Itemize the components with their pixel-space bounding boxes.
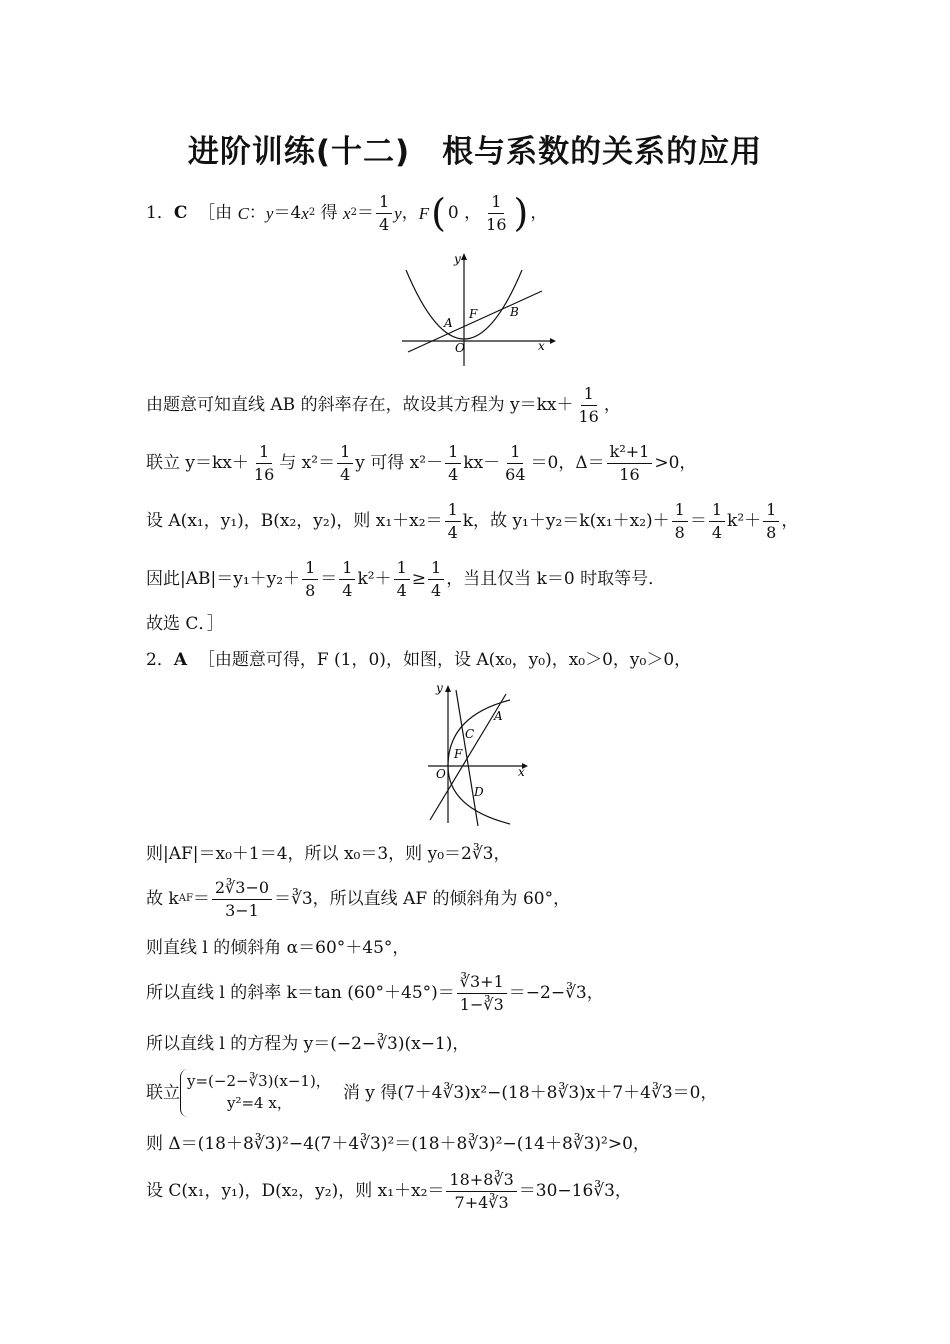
text: y bbox=[394, 203, 402, 223]
text: k²＋ bbox=[357, 568, 392, 589]
text: ， bbox=[603, 394, 621, 415]
text: 消 y 得(7＋4∛3)x²−(18＋8∛3)x＋7＋4∛3＝0， bbox=[342, 1082, 718, 1103]
text: AF bbox=[178, 893, 193, 904]
point-a-label: A bbox=[444, 316, 453, 330]
q1-line-1: 1． C ［由 C ： y ＝4 x 2 得 x 2 ＝ $\frac{1}{4}$ y ， F ( 0 ， $\frac{1}{16}$ ) ， bbox=[146, 191, 548, 235]
q1-line-6 bbox=[146, 614, 224, 634]
text: 联立 bbox=[146, 1082, 180, 1103]
q2-line-2 bbox=[146, 844, 510, 864]
text: ， bbox=[530, 202, 548, 223]
text: ＝ bbox=[356, 202, 374, 223]
text: 则 Δ＝(18＋8∛3)²−4(7＋4∛3)²＝(18＋8∛3)²−(14＋8∛3)²>0， bbox=[146, 1133, 650, 1154]
q2-line-6 bbox=[146, 1034, 469, 1054]
text: ＝∛3，所以直线 AF 的倾斜角为 60°， bbox=[274, 888, 571, 909]
fraction: $\frac{1}{16}$ bbox=[486, 191, 507, 234]
text: 设 A(x₁，y₁)，B(x₂，y₂)，则 x₁＋x₂＝ bbox=[146, 510, 443, 531]
fraction: $\frac{1}{16}$ bbox=[253, 441, 275, 484]
fraction: $\frac{\text{k²+1}}{16}$ bbox=[607, 443, 653, 483]
origin-label: O bbox=[436, 767, 446, 781]
text: 则|AF|＝x₀＋1＝4，所以 x₀＝3，则 y₀＝2∛3， bbox=[146, 843, 511, 864]
q2-line-9 bbox=[146, 1168, 632, 1214]
text: 所以直线 l 的方程为 y＝(−2−∛3)(x−1)， bbox=[146, 1033, 470, 1054]
fraction: $\frac{1}{16}$ bbox=[578, 383, 599, 426]
q2-line-5 bbox=[146, 970, 604, 1016]
text: ＝ bbox=[192, 888, 210, 909]
equation-system bbox=[180, 1069, 337, 1117]
q1-line-4 bbox=[146, 498, 798, 544]
text: >0， bbox=[654, 452, 697, 473]
text: 设 C(x₁，y₁)，D(x₂，y₂)，则 x₁＋x₂＝ bbox=[146, 1180, 445, 1201]
q2-line-7 bbox=[146, 1066, 717, 1120]
text: 2 bbox=[308, 207, 316, 218]
fraction: $\frac{1}{64}$ bbox=[505, 441, 526, 484]
q1-line-2 bbox=[146, 382, 621, 428]
q1-line-5 bbox=[146, 556, 665, 602]
text: 故 k bbox=[146, 888, 179, 909]
text: ≥ bbox=[411, 568, 426, 589]
text: y 可得 x²－ bbox=[355, 452, 444, 473]
q2-line-3 bbox=[146, 876, 570, 922]
point-b-label: B bbox=[510, 305, 519, 319]
text: y bbox=[265, 203, 274, 223]
fraction: $\frac{1}{8}$ bbox=[302, 559, 318, 599]
q1-figure bbox=[398, 248, 558, 372]
x-axis-label: x bbox=[538, 339, 545, 353]
text: 与 x²＝ bbox=[279, 452, 336, 473]
fraction: $\frac{1}{4}$ bbox=[709, 501, 725, 541]
text: 故选 C．］ bbox=[146, 613, 224, 634]
text: ： bbox=[248, 202, 266, 223]
fraction: $\frac{1}{4}$ bbox=[428, 559, 444, 599]
q2-number: 2． bbox=[146, 649, 174, 670]
text: 2 bbox=[350, 207, 357, 218]
fraction: $\frac{1}{4}$ bbox=[394, 559, 410, 599]
fraction: $\frac{1}{8}$ bbox=[763, 501, 779, 541]
fraction: $\frac{1}{4}$ bbox=[445, 443, 461, 483]
text: ＝30−16∛3， bbox=[518, 1180, 632, 1201]
text: ＝−2−∛3， bbox=[508, 982, 604, 1003]
text: 0 ， bbox=[447, 202, 482, 223]
text: ＝0，Δ＝ bbox=[530, 452, 605, 473]
fraction: $\frac{1}{8}$ bbox=[672, 501, 688, 541]
text: ［由 bbox=[198, 202, 238, 223]
text: k，故 y₁＋y₂＝k(x₁＋x₂)＋ bbox=[462, 510, 670, 531]
text: y²=4 x， bbox=[227, 1094, 292, 1112]
text: F bbox=[418, 203, 430, 223]
text: ，当且仅当 k＝0 时取等号． bbox=[446, 568, 666, 589]
page-title: 进阶训练(十二) 根与系数的关系的应用 bbox=[187, 134, 763, 170]
text: k²＋ bbox=[727, 510, 762, 531]
focus-label: F bbox=[454, 747, 463, 761]
point-a-label: A bbox=[494, 709, 503, 723]
fraction: $\frac{1}{4}$ bbox=[376, 193, 392, 233]
focus-label: F bbox=[469, 307, 478, 321]
point-c-label: C bbox=[465, 727, 475, 741]
fraction: $\frac{1}{4}$ bbox=[339, 559, 355, 599]
text: 则直线 l 的倾斜角 α＝60°＋45°， bbox=[146, 937, 410, 958]
x-axis-label: x bbox=[518, 765, 525, 779]
q2-line-4 bbox=[146, 938, 409, 958]
q2-line-1 bbox=[146, 650, 691, 670]
q1-answer: C bbox=[173, 202, 188, 223]
text: ＝ bbox=[689, 510, 707, 531]
text: 联立 y＝kx＋ bbox=[146, 452, 249, 473]
text: ， bbox=[401, 202, 419, 223]
point-d-label: D bbox=[474, 785, 484, 799]
origin-label: O bbox=[455, 341, 465, 355]
text: 所以直线 l 的斜率 k＝tan (60°＋45°)＝ bbox=[146, 982, 455, 1003]
fraction: $\frac{1}{4}$ bbox=[445, 501, 461, 541]
y-axis-label: y bbox=[454, 252, 461, 266]
text: 由题意可知直线 AB 的斜率存在，故设其方程为 y＝kx＋ bbox=[146, 394, 574, 415]
q1-number: 1． bbox=[146, 202, 174, 223]
q2-figure bbox=[420, 678, 532, 828]
q2-answer: A bbox=[173, 649, 188, 670]
fraction: $\frac{2∛3-0}{3-1}$ bbox=[212, 879, 272, 919]
text: x bbox=[301, 203, 309, 223]
text: C bbox=[237, 203, 249, 223]
text: ， bbox=[781, 510, 799, 531]
text: x bbox=[343, 203, 351, 223]
text: y=(−2−∛3)(x−1)， bbox=[187, 1072, 331, 1091]
q1-line-3 bbox=[146, 440, 696, 486]
text: kx－ bbox=[463, 452, 501, 473]
text: ［由题意可得，F (1，0)，如图，设 A(x₀，y₀)，x₀＞0，y₀＞0， bbox=[197, 649, 692, 670]
text: ＝ bbox=[320, 568, 338, 589]
y-axis-label: y bbox=[436, 681, 443, 695]
fraction: $\frac{18+8∛3}{7+4∛3}$ bbox=[446, 1171, 516, 1211]
text: 因此|AB|＝y₁＋y₂＋ bbox=[146, 568, 301, 589]
fraction: $\frac{∛3+1}{1-∛3}$ bbox=[457, 973, 507, 1013]
text: 得 bbox=[315, 202, 344, 223]
q2-line-8 bbox=[146, 1134, 650, 1154]
text: ＝4 bbox=[273, 202, 302, 223]
fraction: $\frac{1}{4}$ bbox=[337, 443, 353, 483]
